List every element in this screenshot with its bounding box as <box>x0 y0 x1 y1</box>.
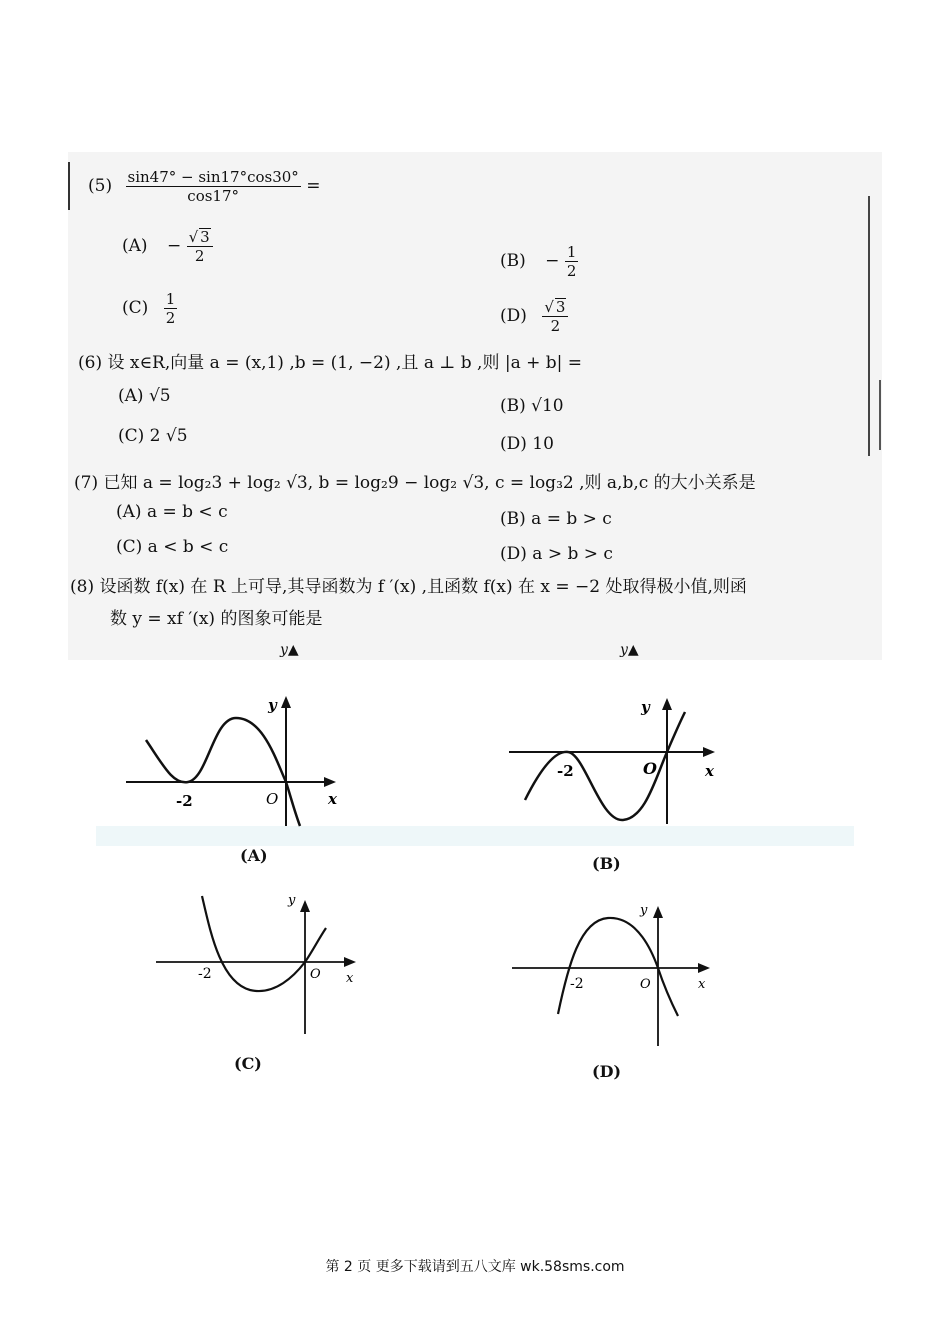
q7-option-a: (A) a = b < c <box>116 502 228 522</box>
graph-b-x-label: x <box>705 762 714 780</box>
q5-option-d: (D) $\frac{√ 3}{2}$ <box>500 298 568 335</box>
graph-c-origin: O <box>310 967 321 982</box>
graph-d-x-label: x <box>698 977 706 992</box>
q7-stem: (7) 已知 a = log₂3 + log₂ √3, b = log₂9 − log₂ √3, c = log₃2 ,则 a,b,c 的大小关系是 <box>74 473 756 493</box>
scan-edge-right <box>868 196 870 456</box>
graph-d-curve <box>558 918 678 1016</box>
graph-a-tick-label: -2 <box>176 792 193 810</box>
q7-option-d: (D) a > b > c <box>500 544 613 564</box>
graph-b-y-label: y <box>641 698 650 716</box>
q5-option-c: (C) $\frac{1}{2}$ <box>122 290 176 327</box>
q6-option-a: (A) √5 <box>118 386 171 406</box>
graph-a <box>118 690 348 830</box>
graph-d-tick-label: -2 <box>570 976 584 992</box>
graph-b-tick-label: -2 <box>557 762 574 780</box>
graph-c-tick-label: -2 <box>198 966 212 982</box>
q5-option-b: (B) − $\frac{1}{2}$ <box>500 243 577 280</box>
scan-edge-left <box>68 162 70 210</box>
graph-a-curve <box>146 718 300 826</box>
q7-option-b: (B) a = b > c <box>500 509 612 529</box>
cut-axis-label-right: y▲ <box>620 642 639 658</box>
q5-option-a: (A) − $\frac{√ 3}{2}$ <box>122 228 213 265</box>
q8-stem-line1: (8) 设函数 f(x) 在 R 上可导,其导函数为 f ′(x) ,且函数 f(x) 在 x = −2 处取得极小值,则函 <box>70 577 747 597</box>
q6-option-c: (C) 2 √5 <box>118 426 188 446</box>
scan-edge-right-2 <box>879 380 881 450</box>
graph-a-x-label: x <box>328 790 337 808</box>
graph-d-label: (D) <box>592 1062 622 1081</box>
graph-d-origin: O <box>640 977 651 992</box>
graph-c <box>150 890 370 1040</box>
graph-a-origin: O <box>266 790 279 808</box>
graph-c-label: (C) <box>234 1054 262 1073</box>
q5-stem: (5) $\frac{\sin 47^\circ - \sin 17^\circ\cos 30^\circ}{\cos 17^\circ}$ = <box>88 168 321 205</box>
q7-option-c: (C) a < b < c <box>116 537 229 557</box>
q8-stem-line2: 数 y = xf ′(x) 的图象可能是 <box>110 609 323 629</box>
graph-b-label: (B) <box>592 854 621 873</box>
graph-d <box>508 896 728 1046</box>
graph-b-origin: O <box>643 759 657 778</box>
graph-c-x-label: x <box>346 971 354 986</box>
q6-stem: (6) 设 x∈R,向量 a = (x,1) ,b = (1, −2) ,且 a ⊥ b ,则 |a + b| = <box>78 353 583 373</box>
graph-a-label: (A) <box>240 846 268 865</box>
graph-c-y-label: y <box>288 893 296 908</box>
page-footer: 第 2 页 更多下载请到五八文库 wk.58sms.com <box>325 1259 625 1275</box>
q6-option-d: (D) 10 <box>500 434 554 454</box>
cut-axis-label-left: y▲ <box>280 642 299 658</box>
q6-option-b: (B) √10 <box>500 396 564 416</box>
q5-fraction: $\frac{\sin 47^\circ - \sin 17^\circ\cos 30^\circ}{\cos 17^\circ}$ <box>127 168 299 205</box>
graph-a-y-label: y <box>268 696 277 714</box>
graph-b-curve <box>525 712 685 820</box>
graph-d-y-label: y <box>640 903 648 918</box>
graph-b <box>505 690 735 830</box>
